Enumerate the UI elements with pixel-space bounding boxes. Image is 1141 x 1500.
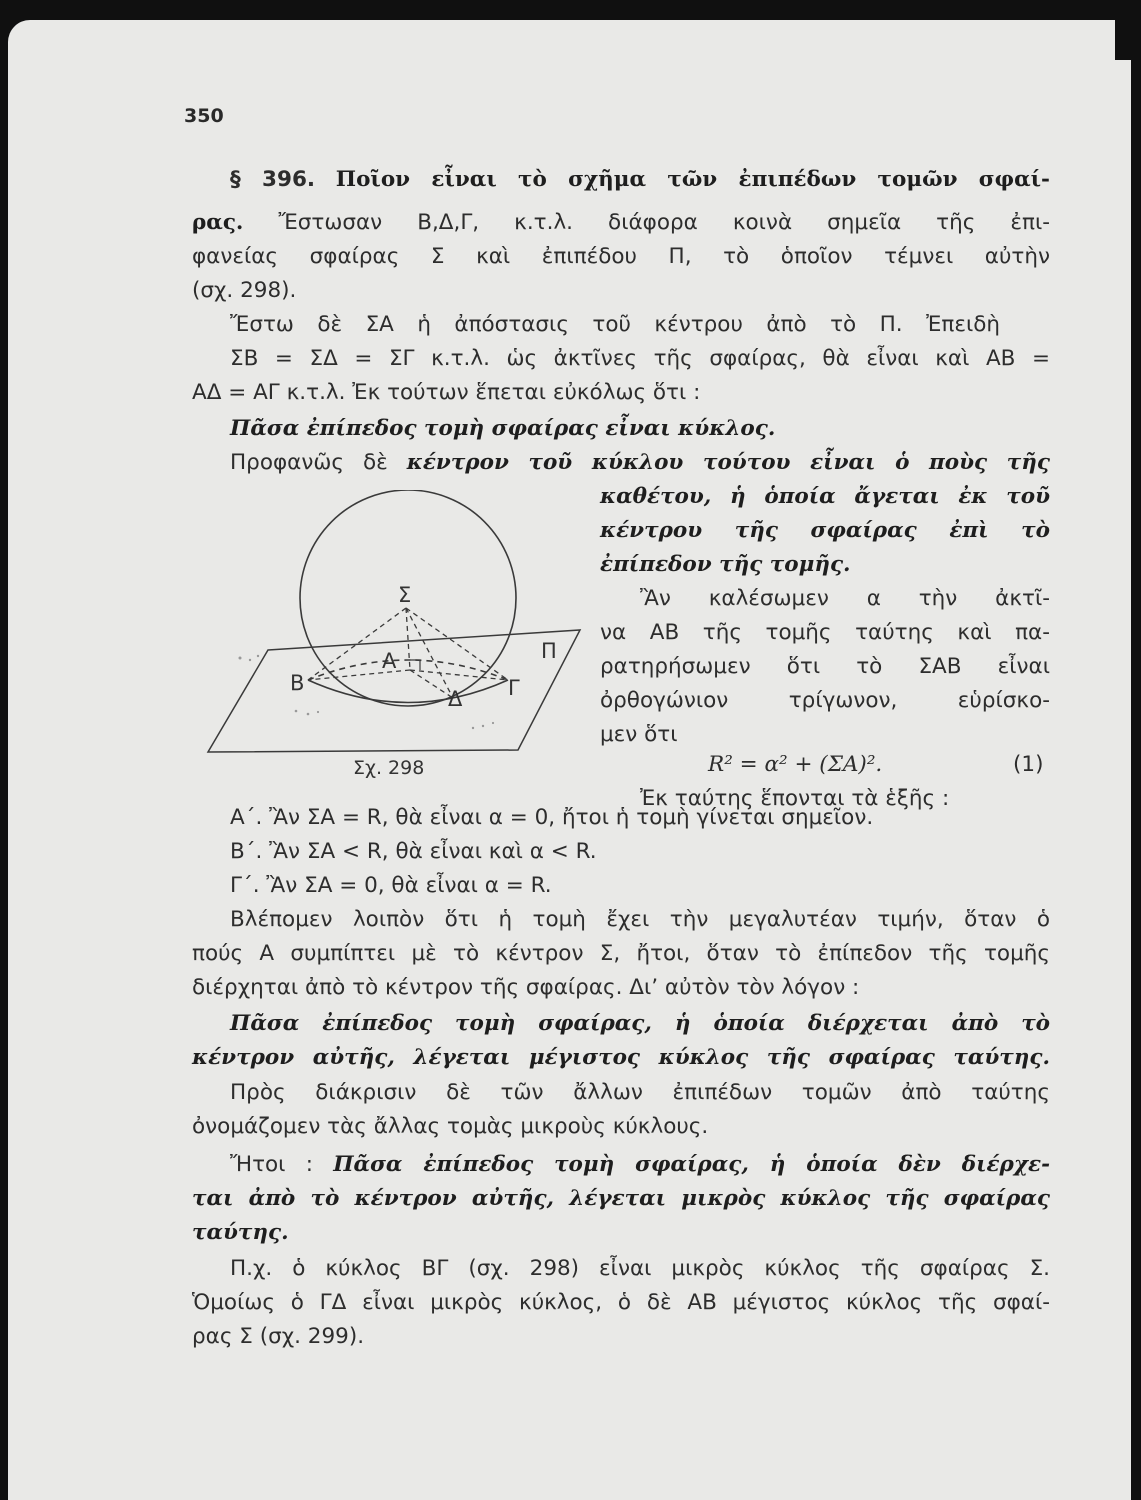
corner-mark [1115,20,1131,60]
text-line: ρας Σ (σχ. 299). [192,1324,365,1349]
text-line [230,448,1050,478]
text-line [230,1150,1050,1180]
text-line: μεν ὅτι [600,722,678,747]
text-span: Ἔστωσαν Β,Δ,Γ, κ.τ.λ. διάφορα κοινὰ σημεῖα τῆς ἐπι- [278,210,1050,235]
theorem-3-end: ταύτης. [192,1220,289,1245]
section-heading [230,165,1050,195]
text-line: φανείας σφαίρας Σ καὶ ἐπιπέδου Π, τὸ ὁποῖον τέμνει αὐτὴν [192,244,1050,269]
text-line: Βλέπομεν λοιπὸν ὅτι ἡ τομὴ ἔχει τὴν μεγαλυτέαν τιμήν, ὅταν ὁ [230,907,1050,932]
text-line: Ἂν καλέσωμεν α τὴν ἀκτῖ- [640,586,1050,611]
text-line: ὀνομάζομεν τὰς ἄλλας τομὰς μικροὺς κύκλους. [192,1114,709,1139]
text-line: διέρχηται ἀπὸ τὸ κέντρον τῆς σφαίρας. Δι’ αὐτὸν τὸν λόγον : [192,975,860,1000]
text-line: πούς Α συμπίπτει μὲ τὸ κέντρον Σ, ἤτοι, ὅταν τὸ ἐπίπεδον τῆς τομῆς [192,941,1050,966]
theorem-3: Πᾶσα ἐπίπεδος τομὴ σφαίρας, ἡ ὁποία δὲν διέρχε- [333,1152,1050,1177]
segment-sigma-d [406,608,453,698]
text-line: Π.χ. ὁ κύκλος ΒΓ (σχ. 298) εἶναι μικρὸς κύκλος τῆς σφαίρας Σ. [230,1256,1050,1281]
segment-sigma-g [406,608,508,680]
page-number: 350 [184,105,224,127]
section-number: § 396. [230,167,316,192]
text-span: Προφανῶς δὲ [230,450,388,475]
label-g: Γ [508,676,520,700]
case-g: Γ΄. Ἂν ΣΑ = 0, θὰ εἶναι α = R. [230,873,552,898]
text-span: Ἤτοι : [230,1152,313,1177]
label-d: Δ [448,687,463,711]
theorem-1: Πᾶσα ἐπίπεδος τομὴ σφαίρας εἶναι κύκλος. [230,416,776,441]
sphere-section-figure [198,490,588,760]
label-pi: Π [541,639,557,663]
text-line: ΑΔ = ΑΓ κ.τ.λ. Ἐκ τούτων ἕπεται εὐκόλως ὅτι : [192,380,701,405]
text-line: Ὁμοίως ὁ ΓΔ εἶναι μικρὸς κύκλος, ὁ δὲ ΑΒ μέγιστος κύκλος τῆς σφαί- [192,1290,1050,1315]
text-line: Πρὸς διάκρισιν δὲ τῶν ἄλλων ἐπιπέδων τομῶν ἀπὸ ταύτης [230,1080,1050,1105]
right-angle-mark [410,660,420,670]
text-line: ΣΒ = ΣΔ = ΣΓ κ.τ.λ. ὡς ἀκτῖνες τῆς σφαίρας, θὰ εἶναι καὶ ΑΒ = [230,346,1050,371]
italic-span: κέντρον τοῦ κύκλου τούτου εἶναι ὁ ποὺς τῆς [406,450,1050,475]
theorem-2: Πᾶσα ἐπίπεδος τομὴ σφαίρας, ἡ ὁποία διέρχεται ἀπὸ τὸ [230,1011,1050,1036]
theorem-2-cont: κέντρον αὐτῆς, λέγεται μέγιστος κύκλος τῆς σφαίρας ταύτης. [192,1045,1050,1070]
formula: R² = α² + (ΣΑ)². [708,752,883,777]
section-front-arc [308,680,508,703]
section-title: Ποῖον εἶναι τὸ σχῆμα τῶν ἐπιπέδων τομῶν σφαί- [335,167,1050,192]
label-a: Α [382,649,397,673]
case-a: Α΄. Ἂν ΣΑ = R, θὰ εἶναι α = 0, ἤτοι ἡ τομὴ γίνεται σημεῖον. [230,805,874,830]
label-b: Β [290,671,305,695]
figure-caption: Σχ. 298 [353,757,425,779]
text-line: ὀρθογώνιον τρίγωνον, εὑρίσκο- [600,688,1050,713]
text-line: Ἐκ ταύτης ἕπονται τὰ ἑξῆς : [640,786,950,811]
text-line: να ΑΒ τῆς τομῆς ταύτης καὶ πα- [600,620,1050,645]
text-line: ρατηρήσωμεν ὅτι τὸ ΣΑΒ εἶναι [600,654,1050,679]
text-line: Ἔστω δὲ ΣΑ ἡ ἀπόστασις τοῦ κέντρου ἀπὸ τὸ Π. Ἐπειδὴ [230,312,1000,337]
case-b: Β΄. Ἂν ΣΑ < R, θὰ εἶναι καὶ α < R. [230,839,597,864]
text-line: κέντρου τῆς σφαίρας ἐπὶ τὸ [600,518,1050,543]
text-line: (σχ. 298). [192,278,297,303]
text-line [192,208,1050,238]
section-title-end: ρας. [192,210,244,235]
label-sigma: Σ [398,583,412,607]
formula-tag: (1) [1013,752,1044,777]
text-line: ἐπίπεδον τῆς τομῆς. [600,552,851,577]
theorem-3-cont: ται ἀπὸ τὸ κέντρον αὐτῆς, λέγεται μικρὸς κύκλος τῆς σφαίρας [192,1186,1050,1211]
book-page [8,20,1131,1500]
text-line: καθέτου, ἡ ὁποία ἄγεται ἐκ τοῦ [600,484,1050,509]
